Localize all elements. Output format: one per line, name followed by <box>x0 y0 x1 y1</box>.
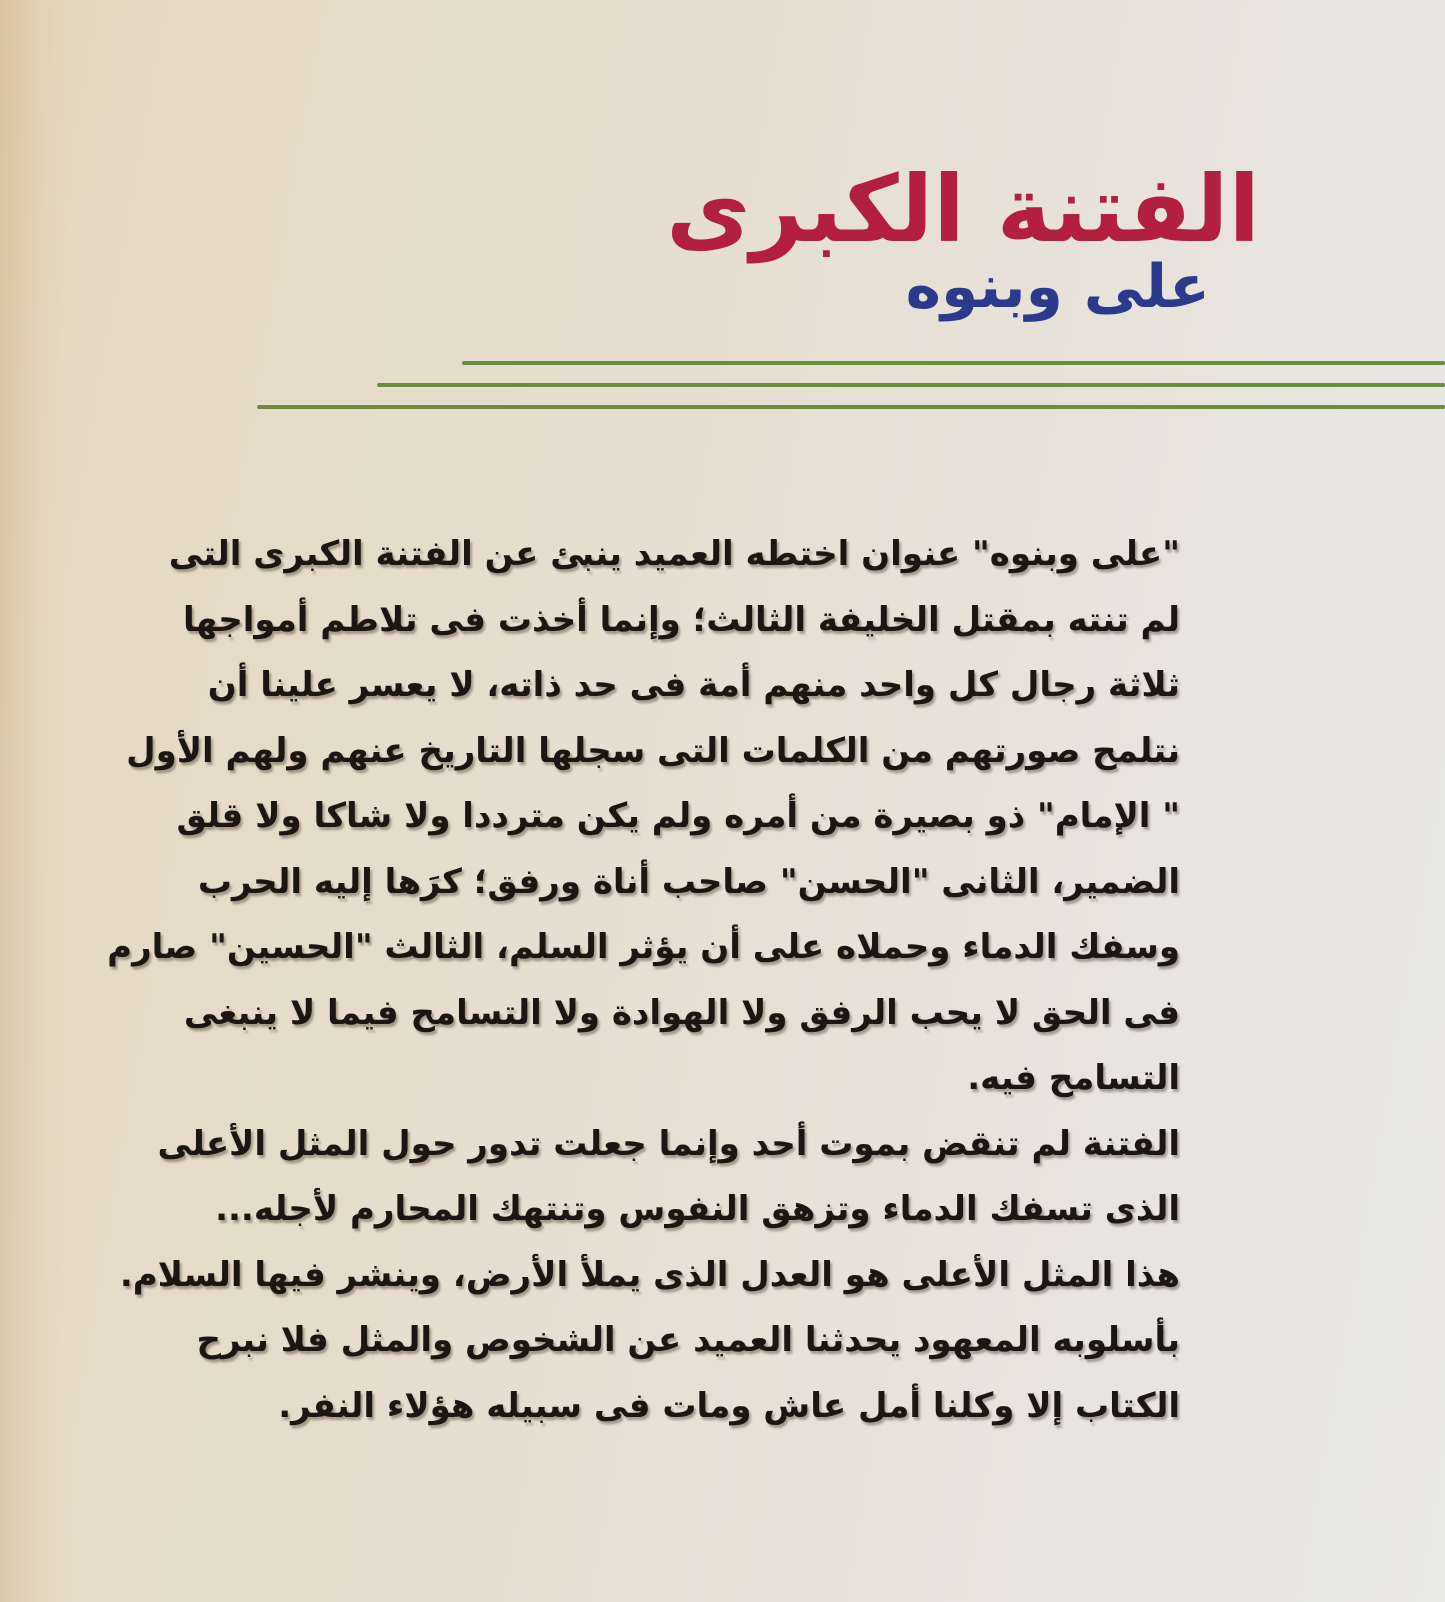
title-block <box>660 156 1260 322</box>
decorative-rule-bottom <box>257 405 1445 409</box>
book-title: الفتنة الكبرى <box>666 156 1260 263</box>
text-line: بأسلوبه المعهود يحدثنا العميد عن الشخوص والمثل فلا نبرح <box>196 1320 1180 1360</box>
book-spine-shadow <box>0 0 70 1602</box>
decorative-rule-top <box>462 361 1445 365</box>
text-line: " الإمام" ذو بصيرة من أمره ولم يكن مترددا ولا شاكا ولا قلق <box>176 796 1180 836</box>
blurb-text <box>107 522 1180 1439</box>
text-line: "على وبنوه" عنوان اختطه العميد ينبئ عن الفتنة الكبرى التى <box>168 534 1180 574</box>
paragraph-intro <box>107 522 1180 1112</box>
text-line: الفتنة لم تنقض بموت أحد وإنما جعلت تدور حول المثل الأعلى <box>157 1123 1180 1164</box>
text-line: هذا المثل الأعلى هو العدل الذى يملأ الأرض، وينشر فيها السلام. <box>119 1254 1180 1295</box>
text-line: ثلاثة رجال كل واحد منهم أمة فى حد ذاته، لا يعسر علينا أن <box>207 665 1180 705</box>
paragraph-ideal <box>119 1243 1180 1309</box>
text-line: الذى تسفك الدماء وتزهق النفوس وتنتهك المحارم لأجله... <box>215 1189 1180 1229</box>
text-line: فى الحق لا يحب الرفق ولا الهوادة ولا التسامح فيما لا ينبغى <box>183 992 1180 1033</box>
book-subtitle: على وبنوه <box>905 252 1210 322</box>
text-line: وسفك الدماء وحملاه على أن يؤثر السلم، الثالث "الحسين" صارم <box>107 927 1180 967</box>
text-line: الكتاب إلا وكلنا أمل عاش ومات فى سبيله هؤلاء النفر. <box>278 1385 1180 1426</box>
text-line: لم تنته بمقتل الخليفة الثالث؛ وإنما أخذت فى تلاطم أمواجها <box>183 599 1180 640</box>
text-line: الضمير، الثانى "الحسن" صاحب أناة ورفق؛ كرَها إليه الحرب <box>197 861 1180 902</box>
text-line: التسامح فيه. <box>967 1058 1180 1098</box>
paragraph-fitna <box>157 1112 1180 1243</box>
paragraph-style <box>196 1308 1180 1439</box>
text-line: نتلمح صورتهم من الكلمات التى سجلها التاريخ عنهم ولهم الأول <box>126 730 1180 771</box>
decorative-rule-middle <box>377 383 1445 387</box>
